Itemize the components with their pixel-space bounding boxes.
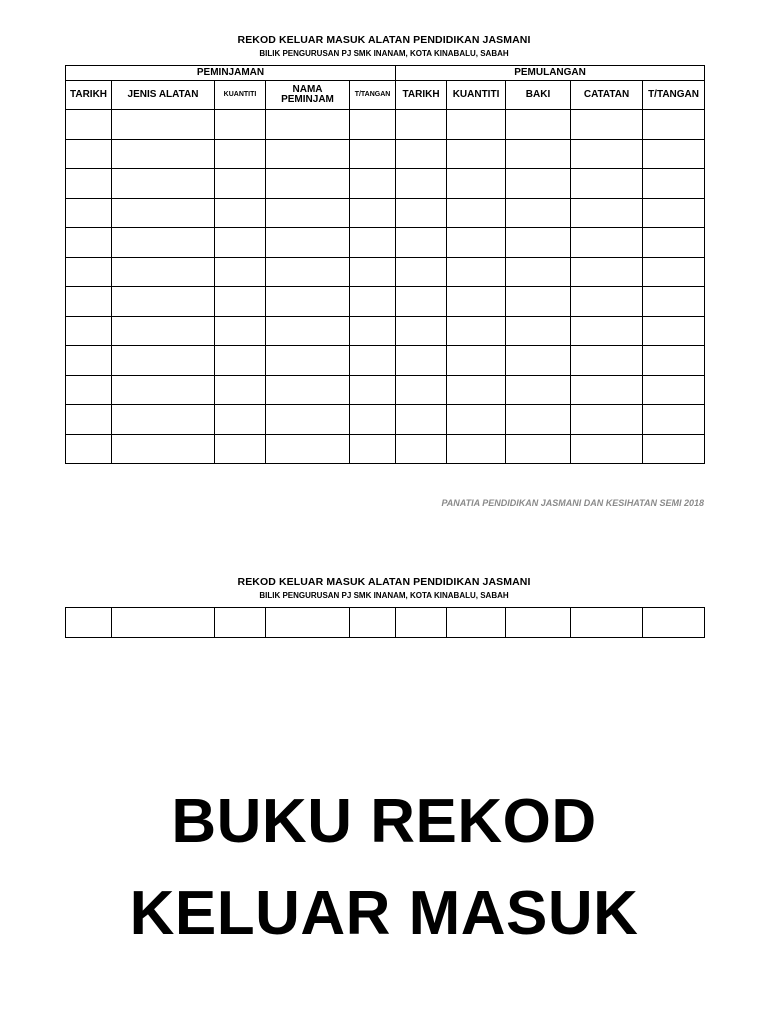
table-cell[interactable] [643,287,705,317]
table-cell[interactable] [571,405,643,435]
table-row [66,169,705,199]
table-row [66,228,705,258]
table-cell[interactable] [66,110,112,140]
table-cell[interactable] [215,228,266,258]
table-cell[interactable] [350,169,396,199]
col-header-tarikh: TARIKH [66,81,112,110]
col-header-tandatangan-return: T/TANGAN [643,81,705,110]
table-cell[interactable] [571,139,643,169]
table-cell[interactable] [215,169,266,199]
table-cell[interactable] [571,375,643,405]
table-cell[interactable] [112,169,215,199]
table-cell[interactable] [215,434,266,464]
table-cell[interactable] [66,316,112,346]
table-cell[interactable] [506,287,571,317]
table-cell[interactable] [66,434,112,464]
col-header-tarikh-return: TARIKH [396,81,447,110]
table-cell[interactable] [506,434,571,464]
table-cell[interactable] [447,287,506,317]
footnote: PANATIA PENDIDIKAN JASMANI DAN KESIHATAN SEMI 2018 [441,498,704,508]
table-cell[interactable] [215,110,266,140]
table-cell[interactable] [506,405,571,435]
table-cell[interactable] [643,198,705,228]
table-cell[interactable] [215,608,266,638]
table-cell[interactable] [112,110,215,140]
table-cell[interactable] [506,608,571,638]
table-cell[interactable] [112,228,215,258]
table-cell[interactable] [266,198,350,228]
table-cell[interactable] [396,434,447,464]
table-cell[interactable] [447,608,506,638]
table-cell[interactable] [571,228,643,258]
table-cell[interactable] [112,405,215,435]
table-cell[interactable] [396,346,447,376]
table-cell[interactable] [350,198,396,228]
table-cell[interactable] [506,346,571,376]
col-header-kuantiti-return: KUANTITI [447,81,506,110]
table-cell[interactable] [447,110,506,140]
table-cell[interactable] [447,228,506,258]
table-cell[interactable] [350,139,396,169]
table-row [66,346,705,376]
table-cell[interactable] [266,405,350,435]
table-cell[interactable] [112,608,215,638]
table-cell[interactable] [643,405,705,435]
table-cell[interactable] [506,139,571,169]
table-cell[interactable] [396,139,447,169]
table-cell[interactable] [215,405,266,435]
table-cell[interactable] [506,228,571,258]
table-cell[interactable] [643,316,705,346]
table-cell[interactable] [506,169,571,199]
table-cell[interactable] [66,608,112,638]
table-cell[interactable] [112,287,215,317]
table-cell[interactable] [266,608,350,638]
table-cell[interactable] [350,287,396,317]
table-cell[interactable] [571,169,643,199]
table-cell[interactable] [447,169,506,199]
table-cell[interactable] [215,375,266,405]
record-table [65,65,705,464]
table-cell[interactable] [350,228,396,258]
table-cell[interactable] [350,346,396,376]
table-cell[interactable] [447,139,506,169]
table-cell[interactable] [66,257,112,287]
table-cell[interactable] [571,257,643,287]
table-cell[interactable] [215,139,266,169]
table-cell[interactable] [215,287,266,317]
table-cell[interactable] [266,139,350,169]
col-header-catatan: CATATAN [571,81,643,110]
table-cell[interactable] [350,608,396,638]
table-cell[interactable] [266,287,350,317]
table-cell[interactable] [396,110,447,140]
table-cell[interactable] [112,198,215,228]
table-cell[interactable] [215,198,266,228]
table-row [66,139,705,169]
table-cell[interactable] [643,375,705,405]
table-cell[interactable] [66,346,112,376]
col-header-nama-peminjam: NAMA PEMINJAM [266,81,350,110]
table-cell[interactable] [266,110,350,140]
table-cell[interactable] [571,198,643,228]
table-cell[interactable] [66,287,112,317]
table-cell[interactable] [506,316,571,346]
table-row [66,405,705,435]
table-cell[interactable] [215,316,266,346]
table-row [66,434,705,464]
table-cell[interactable] [350,375,396,405]
table-cell[interactable] [643,169,705,199]
table-row [66,375,705,405]
table-cell[interactable] [643,110,705,140]
table-cell[interactable] [396,375,447,405]
table-cell[interactable] [506,110,571,140]
table-cell[interactable] [447,375,506,405]
table-cell[interactable] [266,434,350,464]
table-cell[interactable] [447,257,506,287]
table-row [66,316,705,346]
table-cell[interactable] [112,375,215,405]
table-cell[interactable] [447,405,506,435]
form2-subtitle: BILIK PENGURUSAN PJ SMK INANAM, KOTA KINABALU, SABAH [259,591,509,600]
table-cell[interactable] [215,346,266,376]
table-cell[interactable] [112,257,215,287]
table-cell[interactable] [643,139,705,169]
table-cell[interactable] [350,110,396,140]
table-cell[interactable] [112,139,215,169]
table-row [66,198,705,228]
table-cell[interactable] [571,434,643,464]
table-cell[interactable] [66,139,112,169]
table-row [66,257,705,287]
table-cell[interactable] [66,169,112,199]
table-cell[interactable] [396,608,447,638]
table-cell[interactable] [266,375,350,405]
table-cell[interactable] [66,375,112,405]
table-cell[interactable] [350,434,396,464]
form2-title: REKOD KELUAR MASUK ALATAN PENDIDIKAN JASMANI [237,576,531,588]
table-cell[interactable] [396,405,447,435]
table-cell[interactable] [396,169,447,199]
table-cell[interactable] [447,316,506,346]
table-cell[interactable] [350,405,396,435]
table-cell[interactable] [447,434,506,464]
table-cell[interactable] [571,346,643,376]
table-cell[interactable] [66,228,112,258]
table-cell[interactable] [396,287,447,317]
table-cell[interactable] [506,198,571,228]
record-table-2 [65,607,705,638]
col-header-jenis-alatan: JENIS ALATAN [112,81,215,110]
table-cell[interactable] [447,346,506,376]
table-cell[interactable] [266,169,350,199]
table-cell[interactable] [266,346,350,376]
table-cell[interactable] [571,110,643,140]
table-cell[interactable] [643,434,705,464]
table-row [66,608,705,638]
table-cell[interactable] [571,608,643,638]
table-cell[interactable] [112,434,215,464]
table-cell[interactable] [266,257,350,287]
table-cell[interactable] [350,316,396,346]
table-cell[interactable] [447,198,506,228]
col-header-baki: BAKI [506,81,571,110]
table-cell[interactable] [215,257,266,287]
cover-line-2: KELUAR MASUK [129,879,639,948]
col-header-kuantiti: KUANTITI [215,81,266,110]
table-cell[interactable] [571,287,643,317]
table-row [66,110,705,140]
cover-line-1: BUKU REKOD [171,787,597,856]
table-cell[interactable] [396,257,447,287]
group-header-return: PEMULANGAN [396,66,705,81]
table-row [66,287,705,317]
table-cell[interactable] [643,228,705,258]
table-cell[interactable] [396,316,447,346]
table-cell[interactable] [643,257,705,287]
table-cell[interactable] [112,316,215,346]
table-cell[interactable] [266,316,350,346]
table-cell[interactable] [112,346,215,376]
group-header-borrow: PEMINJAMAN [66,66,396,81]
col-header-tandatangan: T/TANGAN [350,81,396,110]
table-cell[interactable] [643,346,705,376]
table-cell[interactable] [571,316,643,346]
table-cell[interactable] [350,257,396,287]
table-cell[interactable] [506,375,571,405]
table-cell[interactable] [396,198,447,228]
table-cell[interactable] [266,228,350,258]
table-cell[interactable] [396,228,447,258]
table-cell[interactable] [66,405,112,435]
form-title: REKOD KELUAR MASUK ALATAN PENDIDIKAN JASMANI [237,34,531,46]
table-cell[interactable] [66,198,112,228]
form-subtitle: BILIK PENGURUSAN PJ SMK INANAM, KOTA KINABALU, SABAH [259,49,509,58]
table-cell[interactable] [643,608,705,638]
table-cell[interactable] [506,257,571,287]
